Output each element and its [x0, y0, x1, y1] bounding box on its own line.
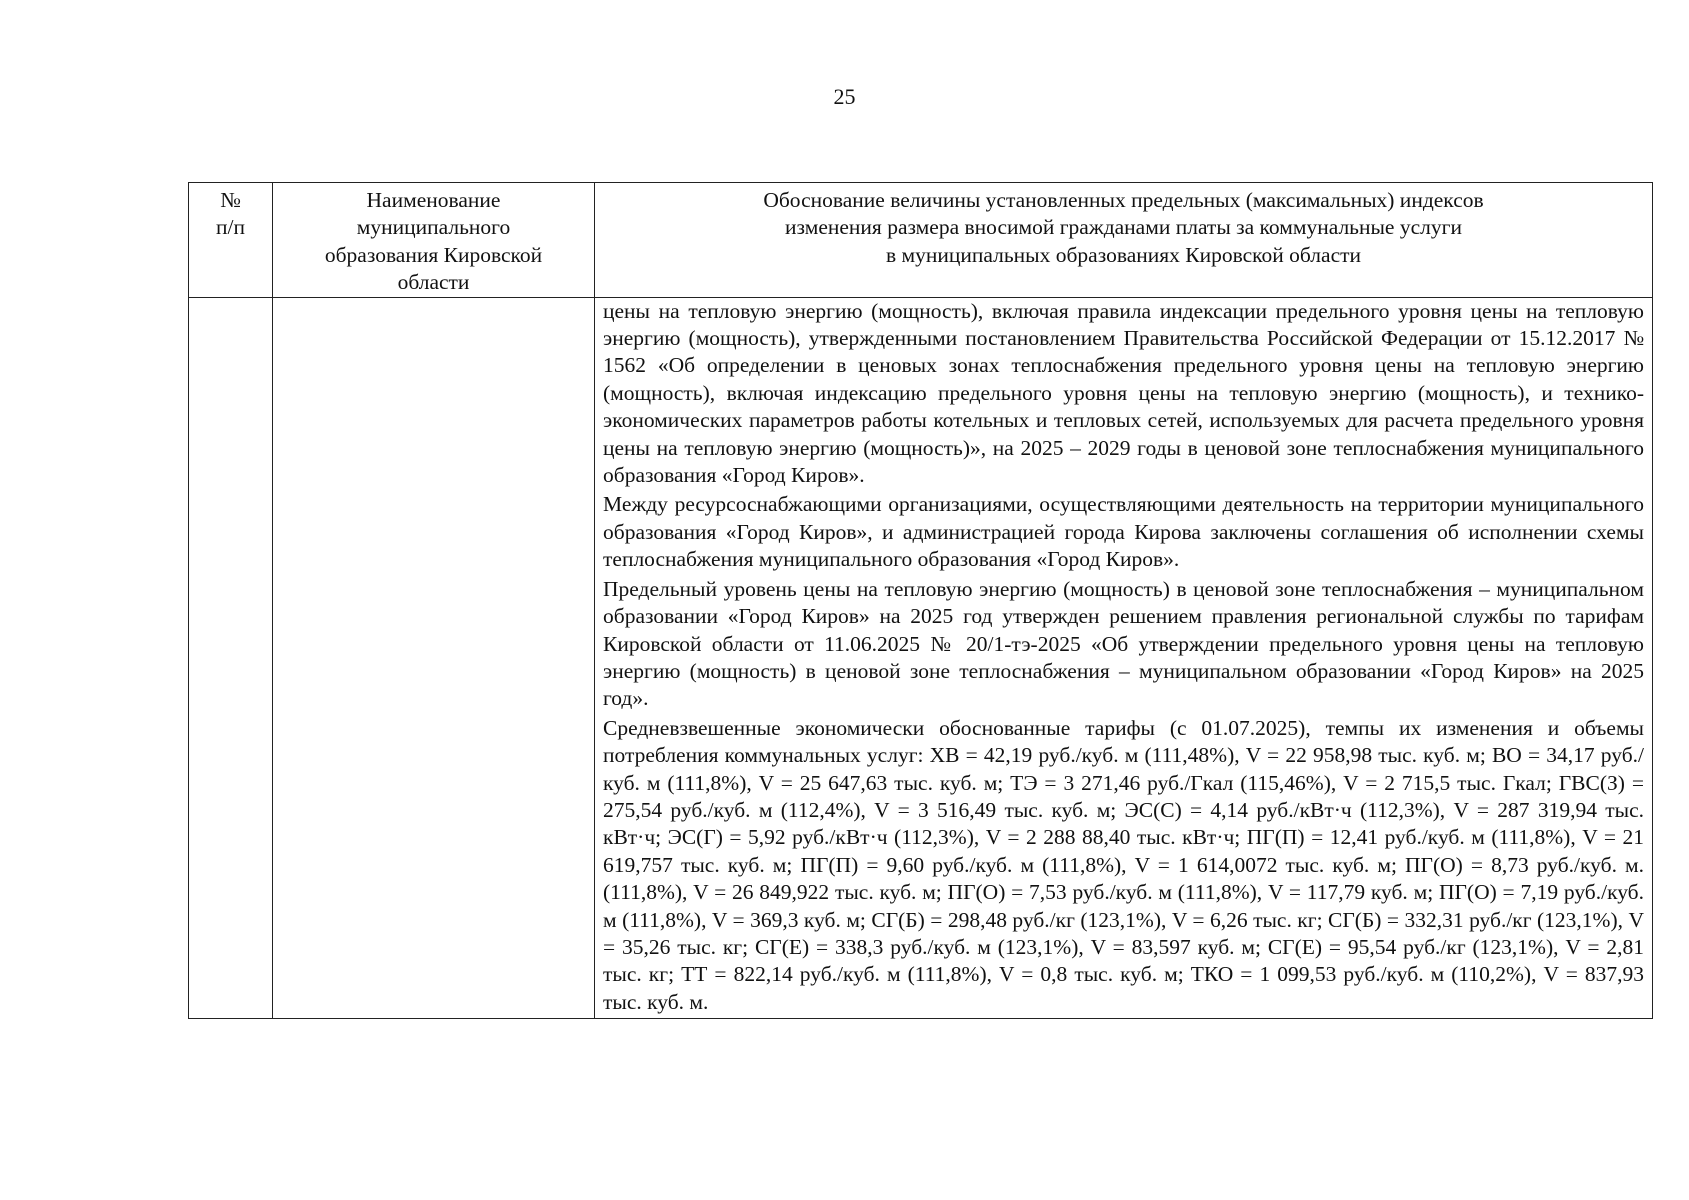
justification-paragraph: Предельный уровень цены на тепловую энергию (мощность) в ценовой зоне теплоснабжения – муниципальном образовании «Город Киров» на 2025 год утвержден решением правления региональной службы по тарифам Кировской области от 11.06.2025 № 20/1-тэ-2025 «Об утверждении предельного уровня цены на тепловую энергию (мощность) в ценовой зоне теплоснабжения – муниципальном образовании «Город Киров» на 2025 год». [603, 576, 1644, 711]
header-number-line: п/п [216, 215, 245, 240]
row-justification-cell [595, 297, 1653, 1019]
header-name-line: муниципального [356, 215, 511, 240]
header-name-line: образования Кировской [324, 242, 543, 267]
header-justification-line: в муниципальных образованиях Кировской области [885, 242, 1362, 267]
table-row [189, 297, 1653, 1019]
justification-paragraph: цены на тепловую энергию (мощность), включая правила индексации предельного уровня цены на тепловую энергию (мощность), утвержденными постановлением Правительства Российской Федерации от 15.12.2017 № 1562 «Об определении в ценовых зонах теплоснабжения предельного уровня цены на тепловую энергию (мощность), включая индексацию предельного уровня цены на тепловую энергию (мощность), и технико-экономических параметров работы котельных и тепловых сетей, используемых для расчета предельного уровня цены на тепловую энергию (мощность)», на 2025 – 2029 годы в ценовой зоне теплоснабжения муниципального образования «Город Киров». [603, 298, 1644, 488]
header-justification [595, 183, 1653, 298]
justification-table [188, 182, 1653, 1019]
header-number [189, 183, 273, 298]
justification-paragraph: Между ресурсоснабжающими организациями, осуществляющими деятельность на территории муниципального образования «Город Киров», и администрацией города Кирова заключены соглашения об исполнении схемы теплоснабжения муниципального образования «Город Киров». [603, 492, 1644, 572]
page-number: 25 [833, 84, 856, 109]
row-number-cell [189, 297, 273, 1019]
header-justification-line: Обоснование величины установленных предельных (максимальных) индексов [763, 188, 1484, 212]
justification-paragraph: Средневзвешенные экономически обоснованные тарифы (с 01.07.2025), темпы их изменения и объемы потребления коммунальных услуг: ХВ = 42,19 руб./куб. м (111,48%), V = 22 958,98 тыс. куб. м; ВО = 34,17 руб./куб. м (111,8%), V = 25 647,63 тыс. куб. м; ТЭ = 3 271,46 руб./Гкал (115,46%), V = 2 715,5 тыс. Гкал; ГВС(З) = 275,54 руб./куб. м (112,4%), V = 3 516,49 тыс. куб. м; ЭС(С) = 4,14 руб./кВт·ч (112,3%), V = 287 319,94 тыс. кВт·ч; ЭС(Г) = 5,92 руб./кВт·ч (112,3%), V = 2 288 88,40 тыс. кВт·ч; ПГ(П) = 12,41 руб./куб. м (111,8%), V = 21 619,757 тыс. куб. м; ПГ(П) = 9,60 руб./куб. м (111,8%), V = 1 614,0072 тыс. куб. м; ПГ(О) = 8,73 руб./куб. м. (111,8%), V = 26 849,922 тыс. куб. м; ПГ(О) = 7,53 руб./куб. м (111,8%), V = 117,79 куб. м; ПГ(О) = 7,19 руб./куб. м (111,8%), V = 369,3 куб. м; СГ(Б) = 298,48 руб./кг (123,1%), V = 6,26 тыс. кг; СГ(Б) = 332,31 руб./кг (123,1%), V = 35,26 тыс. кг; СГ(Е) = 338,3 руб./куб. м (123,1%), V = 83,597 куб. м; СГ(Е) = 95,54 руб./кг (123,1%), V = 2,81 тыс. кг; ТТ = 822,14 руб./куб. м (111,8%), V = 0,8 тыс. куб. м; ТКО = 1 099,53 руб./куб. м (110,2%), V = 837,93 тыс. куб. м. [603, 715, 1644, 1014]
row-municipality-cell [273, 297, 595, 1019]
header-justification-line: изменения размера вносимой гражданами платы за коммунальные услуги [785, 215, 1462, 240]
header-name-line: области [397, 270, 470, 295]
header-name-line: Наименование [366, 188, 501, 212]
table-header-row [189, 183, 1653, 298]
header-municipality-name [273, 183, 595, 298]
header-number-line: № [220, 188, 241, 212]
